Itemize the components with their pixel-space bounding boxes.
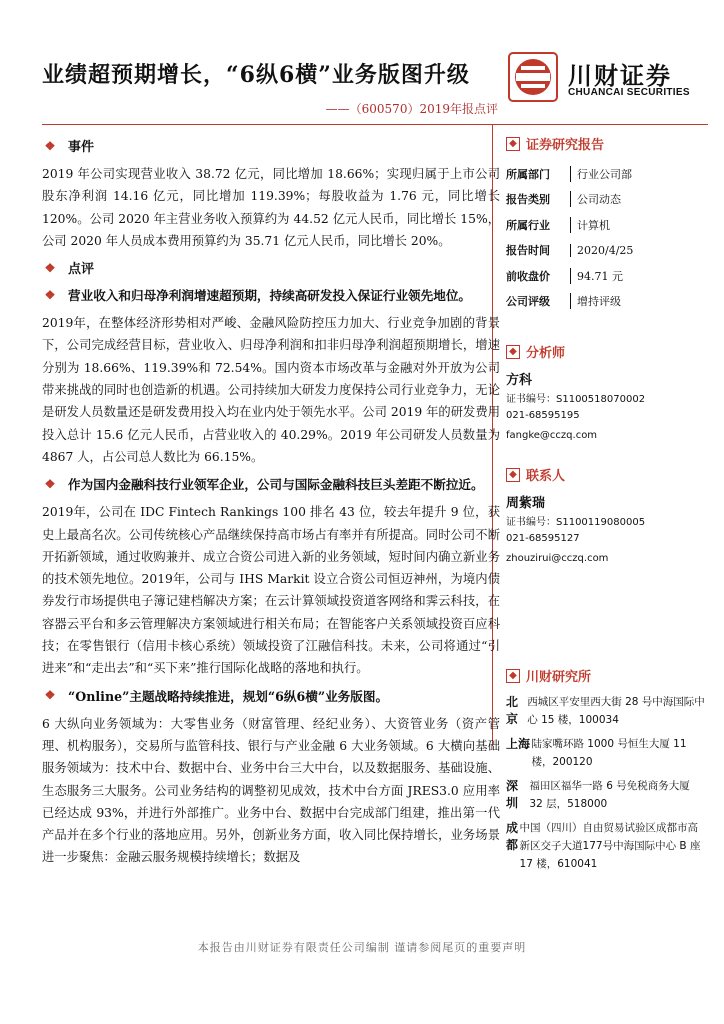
analyst-email[interactable]: fangke@cczq.com <box>506 430 598 441</box>
info-row: 报告时间 2020/4/25 <box>506 243 634 258</box>
info-row: 所属部门 行业公司部 <box>506 167 632 181</box>
diamond-bullet-icon: ❖ <box>44 688 56 703</box>
contact-cert: 证书编号：S1100119080005 <box>506 517 646 528</box>
main-column <box>42 134 500 875</box>
contact-block <box>506 465 706 567</box>
contact-email[interactable]: zhouzirui@cczq.com <box>506 553 609 564</box>
diamond-bullet-icon: ❖ <box>44 287 56 302</box>
analyst-cert: 证书编号：S1100518070002 <box>506 394 646 405</box>
point-1-heading: ❖ 营业收入和归母净利润增速超预期，持续高研发投入保证行业领先地位。 <box>42 285 500 304</box>
contact-heading: ◆ 联系人 <box>506 465 706 484</box>
logo-chinese-text: 川财证券 <box>568 62 672 90</box>
analyst-name: 方科 <box>506 373 533 388</box>
info-row: 报告类别 公司动态 <box>506 193 621 207</box>
diamond-bullet-icon: ❖ <box>44 476 56 491</box>
institute-block <box>506 666 706 879</box>
office-shanghai: 上海 陆家嘴环路 1000 号恒生大厦 11 楼，200120 <box>506 737 687 768</box>
sidebar <box>506 134 706 314</box>
report-type-heading: ◆ 证券研究报告 <box>506 134 706 153</box>
event-paragraph: 2019 年公司实现营业收入 38.72 亿元，同比增加 18.66%；实现归属于上市公司股东净利润 14.16 亿元，同比增加 119.39%；每股收益为 1.76 元，同比增长 120%。公司 2020 年主营业务收入预算约为 44.52 亿元人民币，同比增长 15%，公司 2020 年人员成本费用预算约为 35.71 亿元人民币，同比增长 20%。 <box>42 167 500 248</box>
contact-name: 周紫瑞 <box>506 496 546 511</box>
report-title: 业绩超预期增长，“6纵6横”业务版图升级 <box>42 62 470 88</box>
point-3-paragraph: 6 大纵向业务领域为：大零售业务（财富管理、经纪业务）、大资管业务（资产管理、机构服务），交易所与监管科技、银行与产业金融 6 大业务领域。6 大横向基础服务领域为：技术中台、数据中台、业务中台三大中台，以及数据服务、基础设施、生态服务三大服务。公司业务结构的调整初见成效，技术中台方面 JRES3.0 应用率已经达成 93%，并进行外部推广。业务中台、数据中台完成部门组建，推出第一代产品并在多个行业的落地应用。另外，创新业务方面，收入同比保持增长，业务场景进一步聚焦：金融云服务规模持续增长；数据及 <box>42 716 500 865</box>
info-row: 公司评级 增持评级 <box>506 295 621 309</box>
diamond-bullet-icon: ❖ <box>44 138 56 153</box>
contact-phone: 021-68595127 <box>506 533 580 544</box>
company-logo <box>508 52 708 104</box>
info-row: 所属行业 计算机 <box>506 218 610 232</box>
square-bullet-icon: ◆ <box>506 468 520 482</box>
analyst-block <box>506 342 706 444</box>
square-bullet-icon: ◆ <box>506 669 520 683</box>
header-divider <box>42 124 708 125</box>
event-heading: ❖ 事件 <box>42 136 500 155</box>
analyst-phone: 021-68595195 <box>506 410 580 421</box>
square-bullet-icon: ◆ <box>506 345 520 359</box>
point-2-paragraph: 2019年，公司在 IDC Fintech Rankings 100 排名 43 位，较去年提升 9 位，获史上最高名次。公司传统核心产品继续保持高市场占有率并有所提高。同时公司不断开拓新领域，通过收购兼并、成立合资公司进入新的业务领域，短时间内确立新业务的技术领先地位。2019年，公司与 IHS Markit 设立合资公司恒迈神州，为境内债券发行市场提供电子簿记建档解决方案；在云计算领域投资道客网络和霁云科技，在容器云平台和多云管理解决方案领域进行相关布局；在智能客户关系领域投资百应科技；在零售银行（信用卡核心系统）领域投资了江融信科技。未来，公司将通过“引进来”和“走出去”和“买下来”推行国际化战略的落地和执行。 <box>42 505 500 676</box>
office-chengdu: 成都 中国（四川）自由贸易试验区成都市高新区交子大道177号中海国际中心 B 座 17 楼，610041 <box>506 821 701 870</box>
diamond-bullet-icon: ❖ <box>44 260 56 275</box>
analyst-heading: ◆ 分析师 <box>506 342 706 361</box>
comment-heading: ❖ 点评 <box>42 258 500 277</box>
point-3-heading: ❖ “Online”主题战略持续推进，规划“6纵6横”业务版图。 <box>42 686 500 705</box>
info-row: 前收盘价 94.71 元 <box>506 269 623 283</box>
office-shenzhen: 深圳 福田区福华一路 6 号免税商务大厦 32 层，518000 <box>506 779 690 810</box>
logo-english-text: CHUANCAI SECURITIES <box>568 87 690 98</box>
point-1-paragraph: 2019年，在整体经济形势相对严峻、金融风险防控压力加大、行业竞争加剧的背景下，公司完成经营目标，营业收入、归母净利润和扣非归母净利润超预期增长，增速分别为 18.66%、119.39%和 72.54%。国内资本市场改革与金融对外开放为公司带来挑战的同时也创造新的机遇。公司持续加大研发力度保持公司行业竞争力，无论是研发人员数量还是研发费用投入均在业内处于领先水平。公司 2019 年的研发费用投入总计 15.6 亿元人民币，占营业收入的 40.29%。2019 年公司研发人员数量为 4867 人，占公司总人数比为 66.15%。 <box>42 316 500 464</box>
office-beijing: 北京 西城区平安里西大街 28 号中海国际中心 15 楼，100034 <box>506 695 705 726</box>
square-bullet-icon: ◆ <box>506 137 520 151</box>
chuancai-logo-icon <box>508 52 558 102</box>
point-2-heading: ❖ 作为国内金融科技行业领军企业，公司与国际金融科技巨头差距不断拉近。 <box>42 474 500 493</box>
footer-disclaimer: 本报告由川财证券有限责任公司编制 谨请参阅尾页的重要声明 <box>197 941 527 954</box>
institute-heading: ◆ 川财研究所 <box>506 666 706 685</box>
report-subtitle: ——（600570）2019年报点评 <box>325 102 498 116</box>
